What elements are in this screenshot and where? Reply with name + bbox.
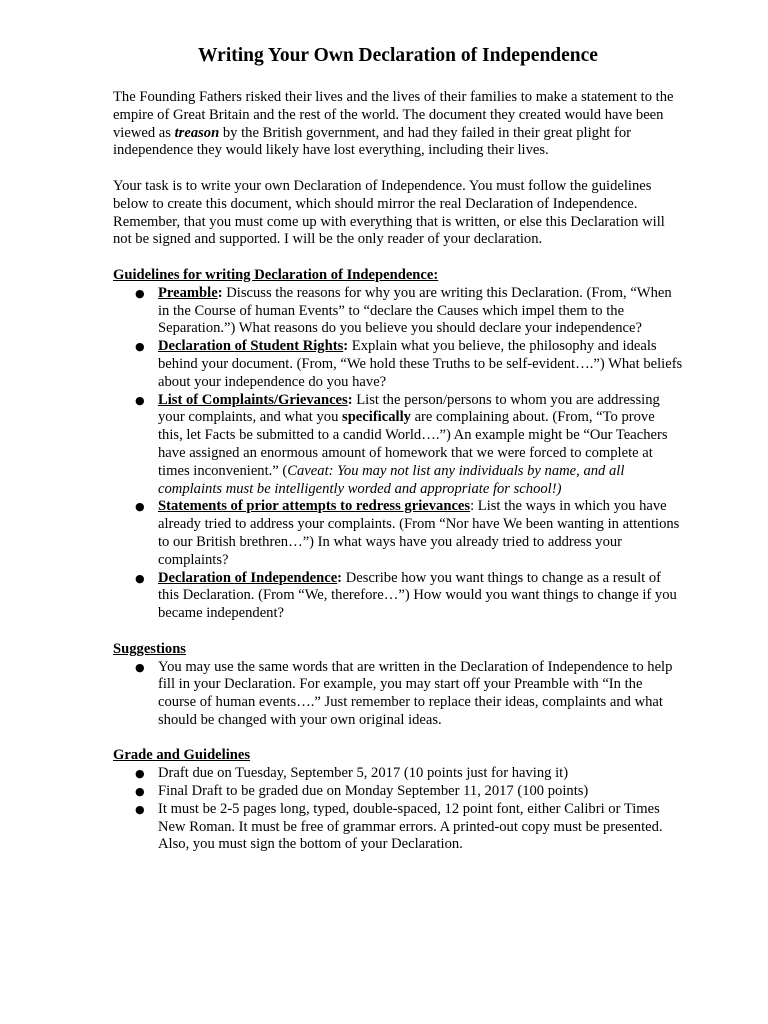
- list-item: ● Final Draft to be graded due on Monday September 11, 2017 (100 points): [113, 783, 683, 801]
- intro-paragraph-2: Your task is to write your own Declaration of Independence. You must follow the guidelines below to create this document, which should mirror the real Declaration of Independence. Remember, that you must come up with everything that is written, or else this Declaration will not be signed and supported. I will be the only reader of your declaration.: [113, 177, 665, 248]
- term-colon: :: [347, 391, 353, 408]
- term-grievances: List of Complaints/Grievances: [158, 391, 348, 408]
- list-item-declaration: [113, 570, 683, 623]
- term-prior-attempts: Statements of prior attempts to redress grievances: [158, 498, 471, 515]
- declaration-text: Describe how you want things to change as a result of this Declaration. (From “We, therefore…”) How would you want things to change if you became independent?: [158, 569, 677, 622]
- specifically-emphasis: specifically: [342, 409, 411, 426]
- list-item-preamble: [113, 285, 683, 338]
- intro-p1-text-b: by the British government, and had they failed in their great plight for independence they would likely have lost everything, including their lives.: [113, 124, 631, 159]
- treason-emphasis: treason: [174, 124, 220, 141]
- document-title: Writing Your Own Declaration of Independence: [198, 45, 598, 66]
- document-page: [113, 44, 683, 872]
- intro-paragraph-1: [113, 89, 683, 160]
- list-item: ● Draft due on Tuesday, September 5, 2017 (10 points just for having it): [113, 765, 683, 783]
- prior-attempts-text: List the ways in which you have already tried to address your complaints. (From “Nor have We been wanting in attentions to our British brethren…”) In what ways have you already tried to address your complaints?: [158, 498, 680, 568]
- guidelines-list: [113, 285, 683, 623]
- grievances-text-a: List the person/persons to whom you are addressing your complaints, and what you: [158, 391, 660, 426]
- list-item: ● You may use the same words that are written in the Declaration of Independence to help fill in your Declaration. For example, you may start off your Preamble with “In the course of human events….” Just remember to replace their ideas, complaints and what should be changed with your own original ideas.: [113, 659, 683, 730]
- list-item-prior-attempts: [113, 498, 683, 569]
- preamble-text: Discuss the reasons for why you are writing this Declaration. (From, “When in the Course of human Events” to “declare the Causes which impel them to the Separation.”) What reasons do you believe you should declare your independence?: [158, 284, 672, 337]
- term-preamble: Preamble: [158, 284, 218, 301]
- caveat-text: Caveat: You may not list any individuals by name, and all complaints must be intelligently worded and appropriate for school!): [158, 462, 625, 497]
- suggestions-heading: Suggestions: [113, 640, 186, 657]
- term-colon: :: [343, 338, 349, 355]
- grade-heading: Grade and Guidelines: [113, 747, 251, 764]
- term-declaration: Declaration of Independence: [158, 569, 338, 586]
- term-colon: :: [337, 569, 343, 586]
- student-rights-text: Explain what you believe, the philosophy and ideals behind your document. (From, “We hold these Truths to be self-evident….”) What beliefs about your independence do you have?: [158, 338, 683, 390]
- term-colon: :: [470, 498, 475, 515]
- grievances-text-c: are complaining about. (From, “To prove this, let Facts be submitted to a candid World….”) An example might be “Our Teachers have assigned an enormous amount of homework that we were forced to complete at times inconvenient.” (: [158, 409, 668, 479]
- guidelines-heading: Guidelines for writing Declaration of Independence:: [113, 266, 439, 283]
- grade-list: [113, 765, 683, 854]
- suggestions-list: [113, 659, 683, 730]
- term-student-rights: Declaration of Student Rights: [158, 338, 344, 355]
- term-colon: :: [217, 284, 223, 301]
- list-item-grievances: [113, 392, 683, 499]
- list-item: ● It must be 2-5 pages long, typed, double-spaced, 12 point font, either Calibri or Times New Roman. It must be free of grammar errors. A printed-out copy must be presented. Also, you must sign the bottom of your Declaration.: [113, 801, 683, 854]
- list-item-student-rights: [113, 338, 683, 391]
- intro-p1-text-a: The Founding Fathers risked their lives and the lives of their families to make a statement to the empire of Great Britain and the rest of the world. The document they created would have been viewed as: [113, 89, 674, 141]
